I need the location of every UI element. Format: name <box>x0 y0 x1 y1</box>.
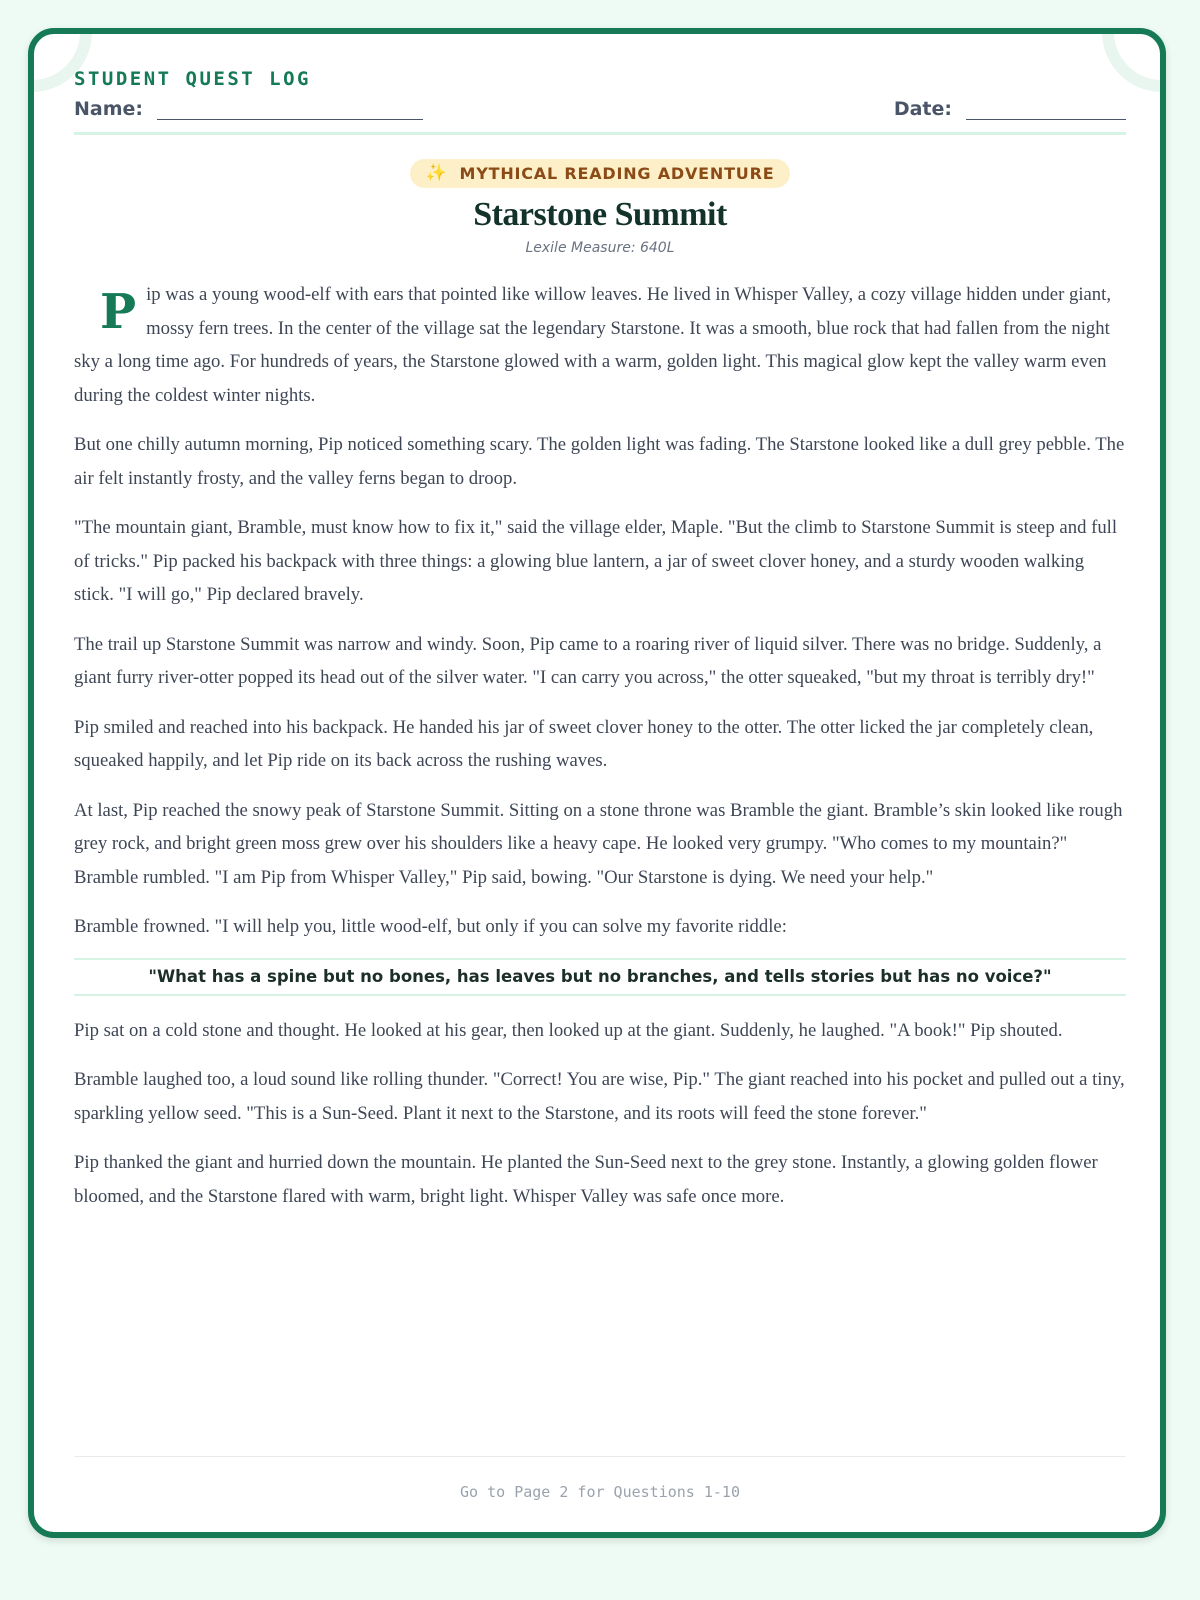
story-paragraph <box>74 278 1126 412</box>
paragraph-text: ip was a young wood-elf with ears that pointed like willow leaves. He lived in Whisper Valley, a cozy village hidden under giant, mossy fern trees. In the center of the village sat the legendary Starstone. It was a smooth, blue rock that had fallen from the night sky a long time ago. For hundreds of years, the Starstone glowed with a warm, golden light. This magical glow kept the valley warm even during the coldest winter nights. <box>74 284 1112 406</box>
story-paragraph: Pip sat on a cold stone and thought. He looked at his gear, then looked up at the giant. Suddenly, he laughed. "A book!" Pip shouted. <box>74 1019 1063 1041</box>
story-paragraph: Bramble frowned. "I will help you, little wood-elf, but only if you can solve my favorite riddle: <box>74 916 787 937</box>
story-title: Starstone Summit <box>473 196 727 233</box>
genre-badge <box>410 159 791 188</box>
story-paragraph: Pip thanked the giant and hurried down the mountain. He planted the Sun-Seed next to the grey stone. Instantly, a glowing golden flower bloomed, and the Starstone flared with warm, bright light. Whisper Valley was safe once more. <box>74 1152 1098 1207</box>
story-body <box>74 278 1126 1213</box>
riddle-callout: "What has a spine but no bones, has leaves but no branches, and tells stories but has no voice?" <box>74 958 1126 996</box>
drop-cap: P <box>100 284 137 340</box>
lexile-measure: Lexile Measure: 640L <box>525 240 675 256</box>
student-info-row <box>74 98 1126 135</box>
badge-label: MYTHICAL READING ADVENTURE <box>459 164 775 183</box>
story-paragraph: The trail up Starstone Summit was narrow and windy. Soon, Pip came to a roaring river of liquid silver. There was no bridge. Suddenly, a giant furry river-otter popped its head out of the silver water. "I can carry you across," the otter squeaked, "but my throat is terribly dry!" <box>74 633 1102 688</box>
sparkle-icon: ✨ <box>425 163 448 183</box>
badge-container <box>74 159 1126 188</box>
story-paragraph: Bramble laughed too, a loud sound like rolling thunder. "Correct! You are wise, Pip." The giant reached into his pocket and pulled out a tiny, sparkling yellow seed. "This is a Sun-Seed. Plant it next to the Starstone, and its roots will feed the stone forever." <box>74 1069 1125 1124</box>
page-footer: Go to Page 2 for Questions 1-10 <box>74 1456 1126 1501</box>
story-paragraph: Pip smiled and reached into his backpack. He handed his jar of sweet clover honey to the otter. The otter licked the jar completely clean, squeaked happily, and let Pip ride on its back across the rushing waves. <box>74 716 1094 771</box>
quest-log-title: STUDENT QUEST LOG <box>74 68 311 90</box>
name-label: Name: <box>74 98 144 120</box>
worksheet-content <box>74 64 1126 1229</box>
date-label: Date: <box>893 98 952 120</box>
worksheet-card <box>28 28 1166 1538</box>
name-field <box>74 98 423 120</box>
story-paragraph: But one chilly autumn morning, Pip noticed something scary. The golden light was fading. The Starstone looked like a dull grey pebble. The air felt instantly frosty, and the valley ferns began to droop. <box>74 434 1125 489</box>
name-blank-line[interactable] <box>157 101 423 120</box>
date-field <box>894 98 1126 120</box>
story-paragraph: At last, Pip reached the snowy peak of Starstone Summit. Sitting on a stone throne was Bramble the giant. Bramble’s skin looked like rough grey rock, and bright green moss grew over his shoulders like a heavy cape. He looked very grumpy. "Who comes to my mountain?" Bramble rumbled. "I am Pip from Whisper Valley," Pip said, bowing. "Our Starstone is dying. We need your help." <box>74 799 1123 888</box>
story-paragraph: "The mountain giant, Bramble, must know how to fix it," said the village elder, Maple. "But the climb to Starstone Summit is steep and full of tricks." Pip packed his backpack with three things: a glowing blue lantern, a jar of sweet clover honey, and a sturdy wooden walking stick. "I will go," Pip declared bravely. <box>74 517 1118 605</box>
date-blank-line[interactable] <box>966 101 1126 120</box>
